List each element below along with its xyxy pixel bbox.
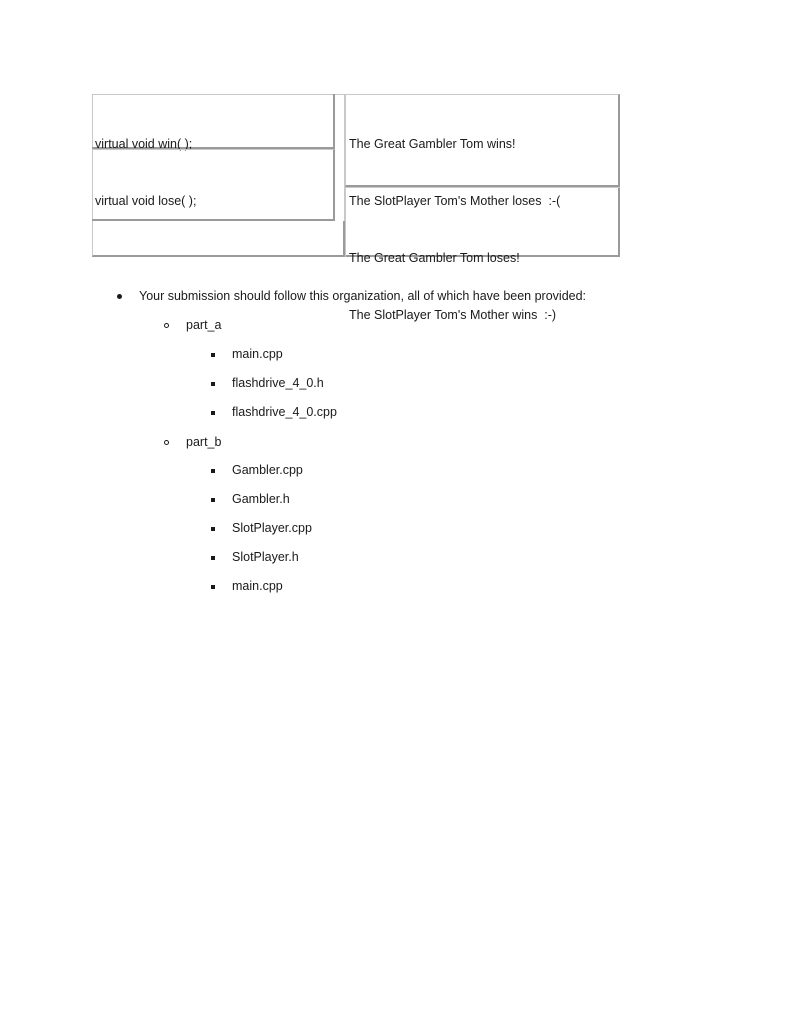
table-divider	[335, 94, 345, 221]
file-item: Gambler.cpp	[232, 463, 303, 477]
table-cell-code	[92, 94, 335, 208]
code-line: virtual void win( );	[95, 137, 193, 151]
file-item: Gambler.h	[232, 492, 290, 506]
file-item: main.cpp	[232, 579, 283, 593]
folder-label-part-a: part_a	[186, 318, 222, 332]
table-cell-empty	[345, 187, 620, 257]
bullet-square-icon	[211, 353, 215, 357]
folder-label-part-b: part_b	[186, 435, 222, 449]
bullet-square-icon	[211, 469, 215, 473]
bullet-circle-icon	[164, 323, 169, 328]
file-item: flashdrive_4_0.h	[232, 376, 324, 390]
table-cell-empty	[92, 221, 345, 257]
file-item: SlotPlayer.h	[232, 550, 299, 564]
output-line: The Great Gambler Tom wins!	[349, 137, 516, 151]
file-item: flashdrive_4_0.cpp	[232, 405, 337, 419]
bullet-square-icon	[211, 556, 215, 560]
file-item: SlotPlayer.cpp	[232, 521, 312, 535]
output-line: The SlotPlayer Tom's Mother wins :-)	[349, 308, 557, 322]
bullet-circle-icon	[164, 440, 169, 445]
bullet-disc-icon	[117, 294, 122, 299]
file-item: main.cpp	[232, 347, 283, 361]
submission-intro: Your submission should follow this organization, all of which have been provided:	[139, 289, 587, 303]
bullet-square-icon	[211, 527, 215, 531]
bullet-square-icon	[211, 411, 215, 415]
output-line: The SlotPlayer Tom's Mother loses :-(	[349, 194, 561, 208]
code-line: virtual void lose( );	[95, 194, 197, 208]
bullet-square-icon	[211, 585, 215, 589]
output-line: The Great Gambler Tom loses!	[349, 251, 520, 265]
bullet-square-icon	[211, 382, 215, 386]
bullet-square-icon	[211, 498, 215, 502]
table-cell-empty	[92, 149, 335, 221]
